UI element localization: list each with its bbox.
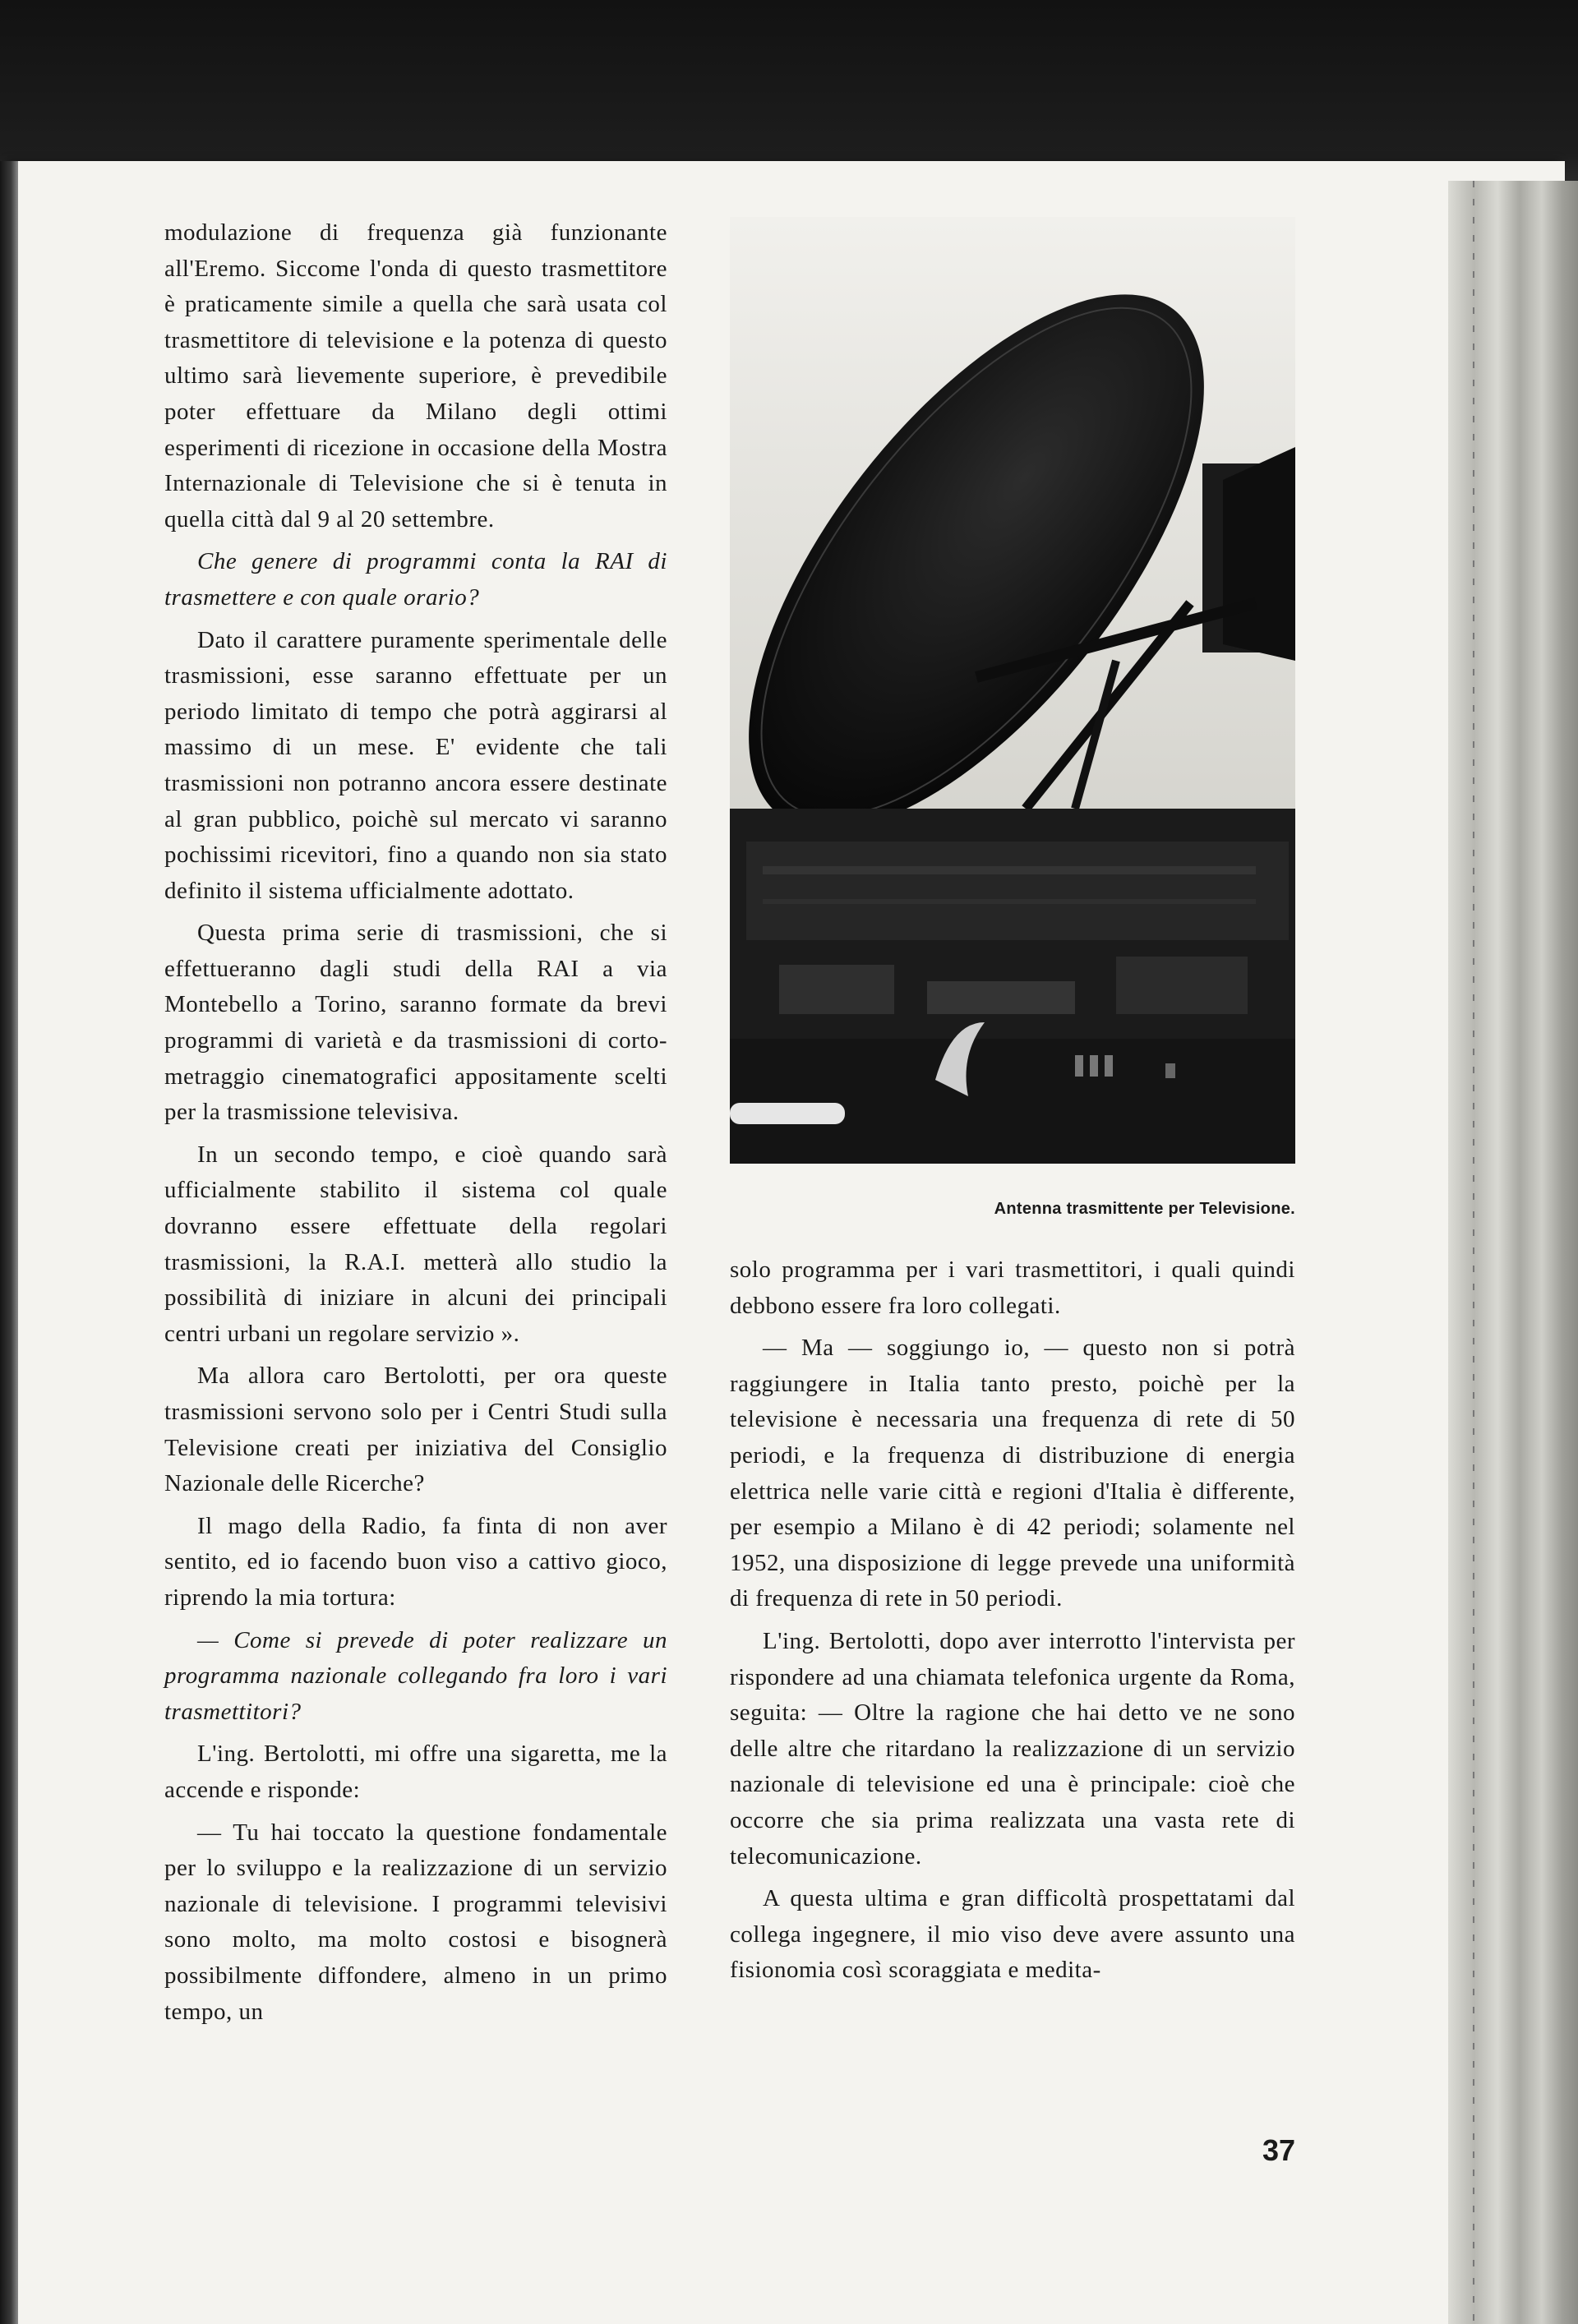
paragraph: Ma allora caro Bertolotti, per ora queste trasmissioni servono solo per i Centri Studi sulla Televisione creati per iniziativa del Consiglio Nazionale delle Ricerche? [164,1363,667,1497]
paragraph: — Ma — soggiungo io, — questo non si potrà raggiungere in Italia tanto presto, poichè per la televisione è necessaria una frequenza di rete di 50 periodi, e la frequenza di distribuzione di energia elettrica nelle varie città e regioni d'Italia è differente, per esempio a Milano è di 42 periodi; solamente nel 1952, una disposizione di legge prevede una uniformità di frequenza di rete in 50 periodi. [730,1335,1295,1612]
antenna-photo [730,217,1295,1164]
interview-question: Che genere di programmi conta la RAI di trasmettere e con quale orario? [164,548,667,611]
paragraph: L'ing. Bertolotti, dopo aver interrotto l'intervista per rispondere ad una chiamata telefonica urgente da Roma, seguita: — Oltre la ragione che hai detto ve ne sono delle altre che ritardano la realizzazione di un servizio nazionale di televisione ed una è principale: cioè che occorre che sia prima realizzata una vasta rete di telecomunicazione. [730,1627,1295,1870]
right-text-column [730,1252,1295,1989]
scan-background-top [0,0,1578,181]
interview-question: — Come si prevede di poter realizzare un programma nazionale collegando fra loro i vari trasmettitori? [164,1626,667,1725]
paragraph: L'ing. Bertolotti, mi offre una sigaretta, me la accende e risponde: [164,1741,667,1803]
left-text-column [164,215,667,2030]
paragraph: Questa prima serie di trasmissioni, che si effettueranno dagli studi della RAI a via Montebello a Torino, saranno formate da brevi programmi di varietà e da trasmissioni di corto-metraggio cinematografici appositamente scelti per la trasmissione televisiva. [164,920,667,1126]
paragraph: In un secondo tempo, e cioè quando sarà ufficialmente stabilito il sistema col quale dovranno essere effettuate della regolari trasmissioni, la R.A.I. metterà allo studio la possibilità di iniziare in alcuni dei principali centri urbani un regolare servizio ». [164,1141,667,1347]
paragraph: Dato il carattere puramente sperimentale delle trasmissioni, esse saranno effettuate per un periodo limitato di tempo che potrà aggirarsi al massimo di un mese. E' evidente che tali trasmissioni non potranno ancora essere destinate al gran pubblico, poichè sul mercato vi saranno pochissimi ricevitori, fino a quando non sia stato definito il sistema ufficialmente adottato. [164,626,667,904]
foreground-pipe [730,1103,845,1124]
paragraph: A questa ultima e gran difficoltà prospettatami dal collega ingegnere, il mio viso deve avere assunto una fisionomia così scoraggiata e medita- [730,1885,1295,1984]
paragraph: — Tu hai toccato la questione fondamentale per lo sviluppo e la realizzazione di un servizio nazionale di televisione. I programmi televisivi sono molto, ma molto costosi e bisognerà possibilmente diffondere, almeno in un primo tempo, un [164,1819,667,2025]
page-binding-shadow [0,161,18,2324]
paragraph: Il mago della Radio, fa finta di non aver sentito, ed io facendo buon viso a cattivo gioco, riprendo la mia tortura: [164,1512,667,1611]
photo-caption: Antenna trasmittente per Televisione. [994,1200,1295,1218]
page-number: 37 [1262,2133,1295,2167]
paragraph: modulazione di frequenza già funzionante all'Eremo. Siccome l'onda di questo trasmettitore è praticamente simile a quella che sarà usata col trasmettitore di televisione e la potenza di questo ultimo sarà lievemente superiore, è prevedibile poter effettuare da Milano degli ottimi esperimenti di ricezione in occasione della Mostra Internazionale di Televisione che si è tenuta in quella città dal 9 al 20 settembre. [164,219,667,533]
paragraph: solo programma per i vari trasmettitori, i quali quindi debbono essere fra loro collegati. [730,1257,1295,1319]
page-stack-edge [1448,181,1578,2324]
